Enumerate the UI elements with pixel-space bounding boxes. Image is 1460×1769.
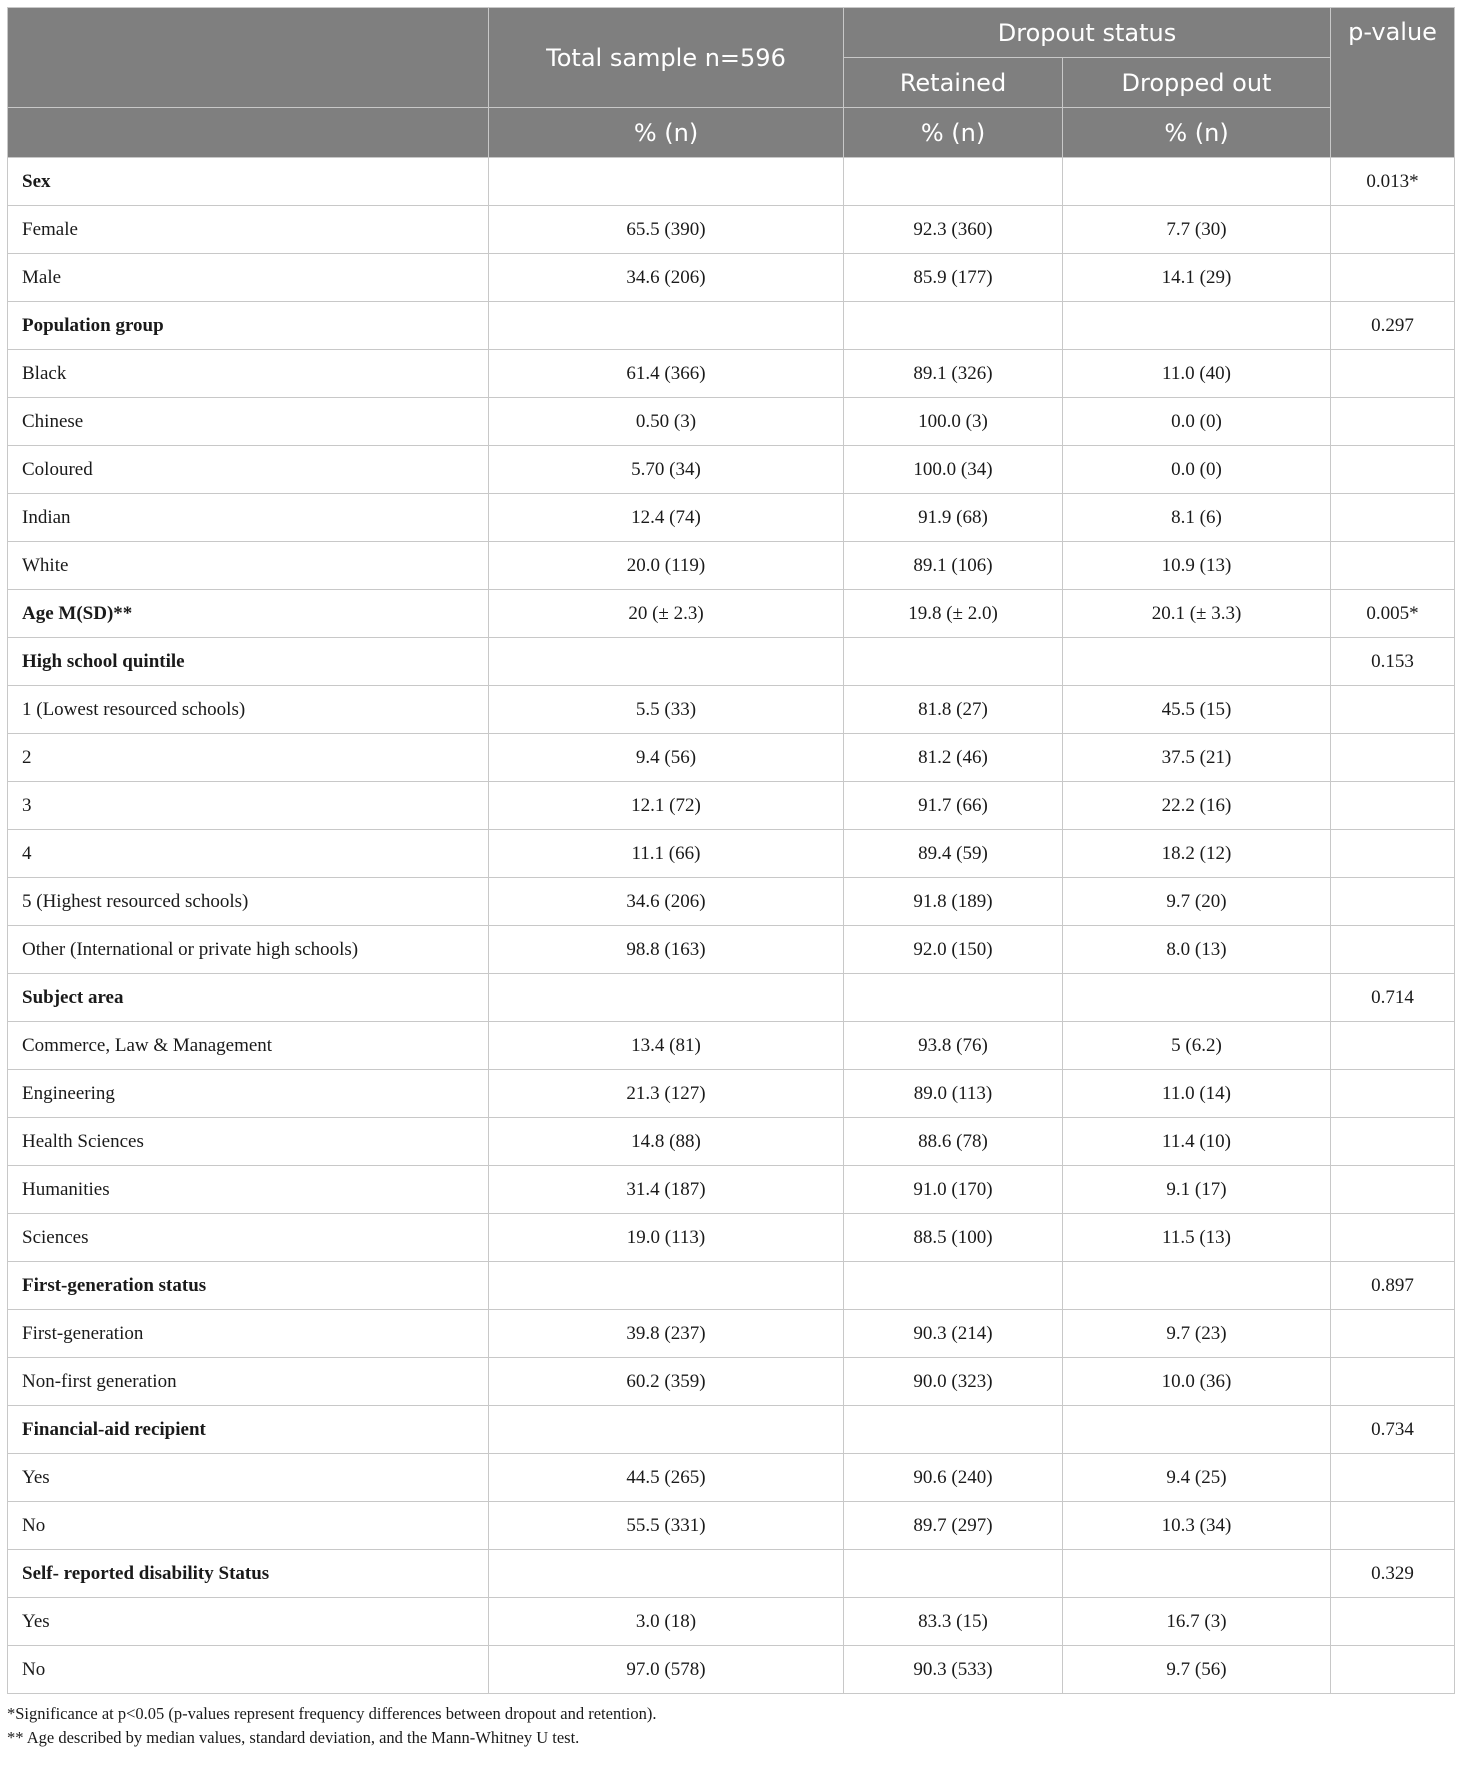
cell-p-value [1331,1454,1455,1502]
row-label: Non-first generation [8,1358,489,1406]
cell-p-value [1331,1070,1455,1118]
header-blank [8,8,489,108]
cell-retained: 90.3 (533) [844,1646,1063,1694]
cell-retained: 89.7 (297) [844,1502,1063,1550]
header-retained: Retained [844,58,1063,108]
row-label: Male [8,254,489,302]
cell-retained: 89.0 (113) [844,1070,1063,1118]
cell-p-value [1331,830,1455,878]
cell-retained: 93.8 (76) [844,1022,1063,1070]
cell-dropped-out: 18.2 (12) [1063,830,1331,878]
cell-retained: 90.0 (323) [844,1358,1063,1406]
cell-dropped-out [1063,974,1331,1022]
table-row [8,782,1455,830]
cell-retained: 92.3 (360) [844,206,1063,254]
cell-p-value: 0.714 [1331,974,1455,1022]
row-label: Commerce, Law & Management [8,1022,489,1070]
table-row [8,350,1455,398]
cell-dropped-out: 0.0 (0) [1063,398,1331,446]
cell-p-value: 0.153 [1331,638,1455,686]
cell-retained: 91.9 (68) [844,494,1063,542]
row-label: Population group [8,302,489,350]
cell-retained: 100.0 (3) [844,398,1063,446]
table-row [8,1646,1455,1694]
cell-p-value [1331,1022,1455,1070]
row-label: High school quintile [8,638,489,686]
group-row [8,1262,1455,1310]
table-row [8,878,1455,926]
cell-dropped-out: 5 (6.2) [1063,1022,1331,1070]
cell-retained: 90.3 (214) [844,1310,1063,1358]
cell-dropped-out [1063,302,1331,350]
cell-total: 12.1 (72) [489,782,844,830]
cell-total: 65.5 (390) [489,206,844,254]
cell-dropped-out: 10.0 (36) [1063,1358,1331,1406]
cell-total: 3.0 (18) [489,1598,844,1646]
cell-retained: 92.0 (150) [844,926,1063,974]
cell-retained: 89.1 (326) [844,350,1063,398]
group-row [8,1406,1455,1454]
cell-retained: 90.6 (240) [844,1454,1063,1502]
row-label: First-generation [8,1310,489,1358]
header-unit-dropped: % (n) [1063,108,1331,158]
cell-dropped-out: 22.2 (16) [1063,782,1331,830]
cell-p-value [1331,1118,1455,1166]
table-row [8,494,1455,542]
cell-retained [844,1550,1063,1598]
cell-dropped-out: 14.1 (29) [1063,254,1331,302]
header-total-sample: Total sample n=596 [489,8,844,108]
row-label: Sex [8,158,489,206]
cell-p-value [1331,446,1455,494]
header-unit-retained: % (n) [844,108,1063,158]
cell-total: 61.4 (366) [489,350,844,398]
cell-p-value [1331,1214,1455,1262]
cell-retained: 91.8 (189) [844,878,1063,926]
row-label: No [8,1502,489,1550]
cell-p-value [1331,686,1455,734]
cell-total: 34.6 (206) [489,878,844,926]
cell-total [489,1550,844,1598]
table-row [8,542,1455,590]
data-table [7,7,1455,1694]
cell-p-value [1331,926,1455,974]
cell-total: 44.5 (265) [489,1454,844,1502]
cell-retained: 19.8 (± 2.0) [844,590,1063,638]
table-body [8,158,1455,1694]
cell-p-value: 0.297 [1331,302,1455,350]
row-label: Self- reported disability Status [8,1550,489,1598]
table-row [8,1166,1455,1214]
cell-retained: 83.3 (15) [844,1598,1063,1646]
row-label: 1 (Lowest resourced schools) [8,686,489,734]
cell-total: 13.4 (81) [489,1022,844,1070]
cell-dropped-out: 7.7 (30) [1063,206,1331,254]
group-row [8,974,1455,1022]
cell-dropped-out: 10.9 (13) [1063,542,1331,590]
cell-p-value [1331,350,1455,398]
cell-p-value [1331,206,1455,254]
cell-p-value: 0.329 [1331,1550,1455,1598]
cell-total [489,638,844,686]
cell-total: 98.8 (163) [489,926,844,974]
cell-dropped-out [1063,1262,1331,1310]
cell-p-value [1331,782,1455,830]
cell-retained [844,302,1063,350]
cell-dropped-out: 11.0 (14) [1063,1070,1331,1118]
cell-dropped-out [1063,638,1331,686]
cell-retained: 88.6 (78) [844,1118,1063,1166]
cell-p-value [1331,878,1455,926]
group-row [8,638,1455,686]
cell-dropped-out: 10.3 (34) [1063,1502,1331,1550]
table-row [8,1358,1455,1406]
cell-total: 21.3 (127) [489,1070,844,1118]
cell-total: 20 (± 2.3) [489,590,844,638]
table-row [8,1118,1455,1166]
table-header [8,8,1455,158]
cell-total: 31.4 (187) [489,1166,844,1214]
cell-total: 97.0 (578) [489,1646,844,1694]
row-label: 2 [8,734,489,782]
header-blank-2 [8,108,489,158]
row-label: White [8,542,489,590]
cell-total: 12.4 (74) [489,494,844,542]
cell-dropped-out: 9.7 (23) [1063,1310,1331,1358]
cell-p-value [1331,1646,1455,1694]
row-label: Chinese [8,398,489,446]
row-label: Female [8,206,489,254]
cell-retained: 91.7 (66) [844,782,1063,830]
cell-p-value [1331,1598,1455,1646]
table-row [8,206,1455,254]
cell-p-value [1331,542,1455,590]
cell-dropped-out: 11.0 (40) [1063,350,1331,398]
table-row [8,1502,1455,1550]
row-label: 3 [8,782,489,830]
cell-dropped-out: 37.5 (21) [1063,734,1331,782]
cell-p-value [1331,1310,1455,1358]
table-row [8,1022,1455,1070]
row-label: First-generation status [8,1262,489,1310]
cell-total: 34.6 (206) [489,254,844,302]
cell-p-value: 0.897 [1331,1262,1455,1310]
cell-retained: 85.9 (177) [844,254,1063,302]
row-label: Indian [8,494,489,542]
row-label: Engineering [8,1070,489,1118]
cell-dropped-out: 9.1 (17) [1063,1166,1331,1214]
cell-p-value [1331,1502,1455,1550]
row-label: Financial-aid recipient [8,1406,489,1454]
row-label: Yes [8,1598,489,1646]
cell-p-value: 0.013* [1331,158,1455,206]
cell-p-value: 0.734 [1331,1406,1455,1454]
group-row [8,158,1455,206]
cell-retained: 100.0 (34) [844,446,1063,494]
header-p-value: p-value [1331,8,1455,158]
cell-total: 20.0 (119) [489,542,844,590]
table-row [8,446,1455,494]
cell-total: 39.8 (237) [489,1310,844,1358]
cell-retained [844,1406,1063,1454]
cell-dropped-out: 11.4 (10) [1063,1118,1331,1166]
cell-p-value [1331,1166,1455,1214]
row-label: Sciences [8,1214,489,1262]
cell-total: 0.50 (3) [489,398,844,446]
cell-retained: 91.0 (170) [844,1166,1063,1214]
table-row [8,1598,1455,1646]
row-label: Other (International or private high schools) [8,926,489,974]
cell-total: 5.5 (33) [489,686,844,734]
cell-total: 14.8 (88) [489,1118,844,1166]
cell-total: 9.4 (56) [489,734,844,782]
group-row [8,590,1455,638]
table-row [8,398,1455,446]
cell-retained [844,638,1063,686]
header-dropout-status: Dropout status [844,8,1331,58]
table-row [8,254,1455,302]
table-row [8,1454,1455,1502]
row-label: Yes [8,1454,489,1502]
table-container [7,7,1454,1750]
table-row [8,686,1455,734]
cell-retained: 89.1 (106) [844,542,1063,590]
row-label: 5 (Highest resourced schools) [8,878,489,926]
cell-total: 55.5 (331) [489,1502,844,1550]
cell-retained [844,1262,1063,1310]
cell-total: 11.1 (66) [489,830,844,878]
cell-retained: 88.5 (100) [844,1214,1063,1262]
row-label: Health Sciences [8,1118,489,1166]
header-unit-total: % (n) [489,108,844,158]
cell-dropped-out [1063,1406,1331,1454]
cell-total: 19.0 (113) [489,1214,844,1262]
cell-dropped-out: 9.4 (25) [1063,1454,1331,1502]
table-row [8,1070,1455,1118]
table-row [8,830,1455,878]
header-dropped-out: Dropped out [1063,58,1331,108]
cell-p-value: 0.005* [1331,590,1455,638]
table-row [8,1310,1455,1358]
cell-total [489,158,844,206]
table-row [8,734,1455,782]
cell-retained: 81.2 (46) [844,734,1063,782]
cell-retained: 81.8 (27) [844,686,1063,734]
cell-dropped-out: 0.0 (0) [1063,446,1331,494]
cell-dropped-out: 11.5 (13) [1063,1214,1331,1262]
row-label: 4 [8,830,489,878]
cell-retained [844,974,1063,1022]
cell-total: 60.2 (359) [489,1358,844,1406]
cell-total [489,974,844,1022]
row-label: Black [8,350,489,398]
group-row [8,1550,1455,1598]
cell-p-value [1331,398,1455,446]
cell-p-value [1331,734,1455,782]
cell-total [489,1406,844,1454]
cell-dropped-out: 20.1 (± 3.3) [1063,590,1331,638]
cell-total: 5.70 (34) [489,446,844,494]
cell-p-value [1331,254,1455,302]
cell-dropped-out: 9.7 (56) [1063,1646,1331,1694]
table-row [8,926,1455,974]
table-footnotes [7,1702,1454,1750]
group-row [8,302,1455,350]
cell-dropped-out [1063,158,1331,206]
row-label: Coloured [8,446,489,494]
row-label: Subject area [8,974,489,1022]
cell-dropped-out: 9.7 (20) [1063,878,1331,926]
row-label: No [8,1646,489,1694]
cell-total [489,1262,844,1310]
cell-dropped-out [1063,1550,1331,1598]
footnote-significance: *Significance at p<0.05 (p-values represent frequency differences between dropout and retention). [7,1704,657,1723]
cell-dropped-out: 45.5 (15) [1063,686,1331,734]
cell-p-value [1331,1358,1455,1406]
row-label: Age M(SD)** [8,590,489,638]
cell-dropped-out: 16.7 (3) [1063,1598,1331,1646]
cell-retained [844,158,1063,206]
cell-dropped-out: 8.0 (13) [1063,926,1331,974]
row-label: Humanities [8,1166,489,1214]
cell-retained: 89.4 (59) [844,830,1063,878]
cell-dropped-out: 8.1 (6) [1063,494,1331,542]
table-row [8,1214,1455,1262]
cell-p-value [1331,494,1455,542]
cell-total [489,302,844,350]
footnote-age: ** Age described by median values, standard deviation, and the Mann-Whitney U test. [7,1728,580,1747]
